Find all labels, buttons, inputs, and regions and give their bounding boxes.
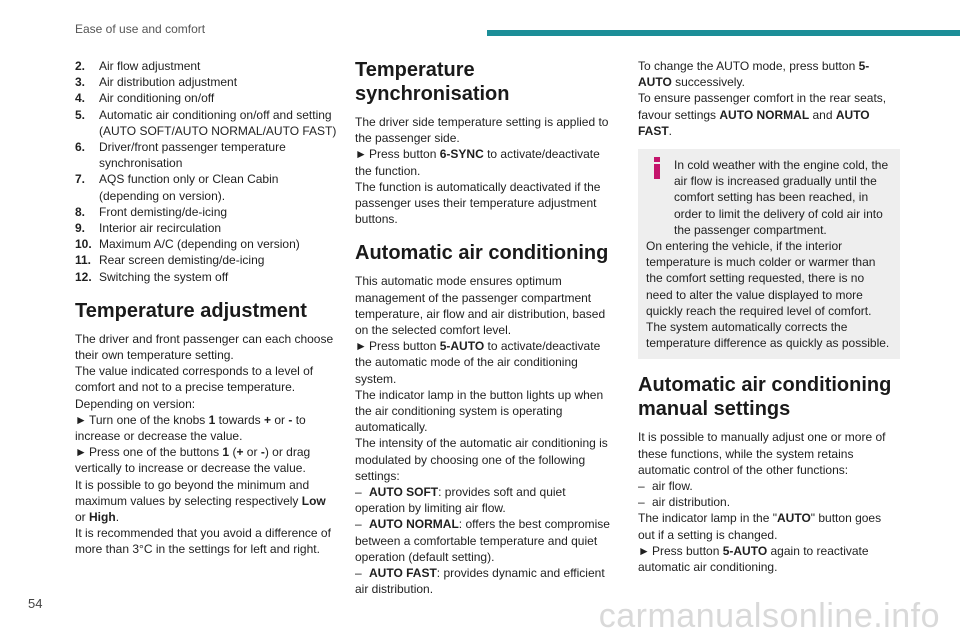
running-header: Ease of use and comfort <box>75 22 206 36</box>
column-1 <box>75 58 337 558</box>
list-item: 8. Front demisting/de-icing <box>75 204 228 219</box>
column-2 <box>355 58 617 597</box>
info-paragraph: The system automatically corrects the temperature difference as quickly as possible. <box>646 320 890 351</box>
paragraph: The indicator lamp in the button lights up when the air conditioning system is operating automatically. <box>355 387 604 435</box>
paragraph: The indicator lamp in the "AUTO" button goes out if a setting is changed. <box>638 511 882 542</box>
bullet-paragraph: ► Press button 6-SYNC to activate/deactivate the function. <box>355 147 600 178</box>
info-paragraph: On entering the vehicle, if the interior temperature is much colder or warmer than the comfort setting requested, there is no need to alter the value displayed to more quickly reach the required level of comfort. <box>646 239 876 318</box>
paragraph: The value indicated corresponds to a level of comfort and not to a precise temperature. <box>75 364 314 395</box>
info-paragraph: In cold weather with the engine cold, the air flow is increased gradually until the comfort setting has been reached, in order to limit the delivery of cold air into the passenger compartment. <box>674 158 889 237</box>
paragraph: It is possible to manually adjust one or more of these functions, while the system retains automatic control of the other functions: <box>638 430 886 477</box>
info-box <box>638 149 900 359</box>
bullet-paragraph: ► Turn one of the knobs 1 towards + or - to increase or decrease the value. <box>75 412 306 444</box>
paragraph: To change the AUTO mode, press button 5-AUTO successively. <box>638 59 870 90</box>
bullet-paragraph: ► Press button 5-AUTO again to reactivate automatic air conditioning. <box>638 543 869 575</box>
list-item: 4. Air conditioning on/off <box>75 91 215 106</box>
page-number: 54 <box>28 596 43 611</box>
bullet-paragraph: ► Press one of the buttons 1 (+ or -) or drag vertically to increase or decrease the value. <box>75 445 311 476</box>
section-title-automatic-air-conditioning: Automatic air conditioning <box>355 242 609 265</box>
list-item: 11. Rear screen demisting/de-icing <box>75 253 265 268</box>
list-item: 9. Interior air recirculation <box>75 221 222 236</box>
paragraph: The function is automatically deactivated if the passenger uses their temperature adjustment buttons. <box>355 179 601 227</box>
list-item: 7. AQS function only or Clean Cabin (depending on version). <box>75 172 279 203</box>
paragraph: To ensure passenger comfort in the rear seats, favour settings AUTO NORMAL and AUTO FAST. <box>638 91 887 138</box>
arrow-bullet-icon: ► <box>75 412 87 427</box>
section-title-manual-settings: Automatic air conditioning manual settings <box>638 374 892 421</box>
dash-item: – AUTO NORMAL: offers the best compromise between a comfortable temperature and quiet operation (default setting). <box>355 517 610 564</box>
dash-item: – AUTO FAST: provides dynamic and efficient air distribution. <box>355 566 605 597</box>
list-item: 6. Driver/front passenger temperature synchronisation <box>75 140 286 171</box>
paragraph: This automatic mode ensures optimum management of the passenger compartment temperature, air flow and air distribution, based on the selected comfort level. <box>355 274 606 338</box>
column-3 <box>638 58 900 575</box>
watermark: carmanualsonline.info <box>598 597 940 635</box>
list-item: 3. Air distribution adjustment <box>75 75 238 90</box>
dash-item: – AUTO SOFT: provides soft and quiet operation by limiting air flow. <box>355 485 566 516</box>
paragraph: The intensity of the automatic air conditioning is modulated by choosing one of the following settings: <box>355 436 608 483</box>
dash-item: – air distribution. <box>638 495 731 510</box>
list-item: 12. Switching the system off <box>75 269 229 284</box>
control-list <box>75 58 337 285</box>
arrow-bullet-icon: ► <box>75 445 87 460</box>
paragraph: The driver side temperature setting is applied to the passenger side. <box>355 115 609 146</box>
list-item: 2. Air flow adjustment <box>75 59 201 73</box>
arrow-bullet-icon: ► <box>638 543 650 558</box>
paragraph: It is possible to go beyond the minimum and maximum values by selecting respectively Low or High. <box>75 477 326 525</box>
section-title-temperature-adjustment: Temperature adjustment <box>75 299 307 322</box>
list-item: 5. Automatic air conditioning on/off and setting (AUTO SOFT/AUTO NORMAL/AUTO FAST) <box>75 107 337 138</box>
info-icon <box>649 157 665 179</box>
dash-item: – air flow. <box>638 479 693 494</box>
arrow-bullet-icon: ► <box>355 339 367 354</box>
bullet-paragraph: ► Press button 5-AUTO to activate/deactivate the automatic mode of the air conditioning system. <box>355 339 601 386</box>
arrow-bullet-icon: ► <box>355 147 367 162</box>
paragraph: Depending on version: <box>75 396 196 411</box>
list-item: 10. Maximum A/C (depending on version) <box>75 237 300 252</box>
section-title-temperature-synchronisation: Temperature synchronisation <box>355 59 510 105</box>
paragraph: It is recommended that you avoid a difference of more than 3°C in the settings for left and right. <box>75 526 331 557</box>
header-accent-bar <box>487 30 960 36</box>
paragraph: The driver and front passenger can each choose their own temperature setting. <box>75 331 334 363</box>
